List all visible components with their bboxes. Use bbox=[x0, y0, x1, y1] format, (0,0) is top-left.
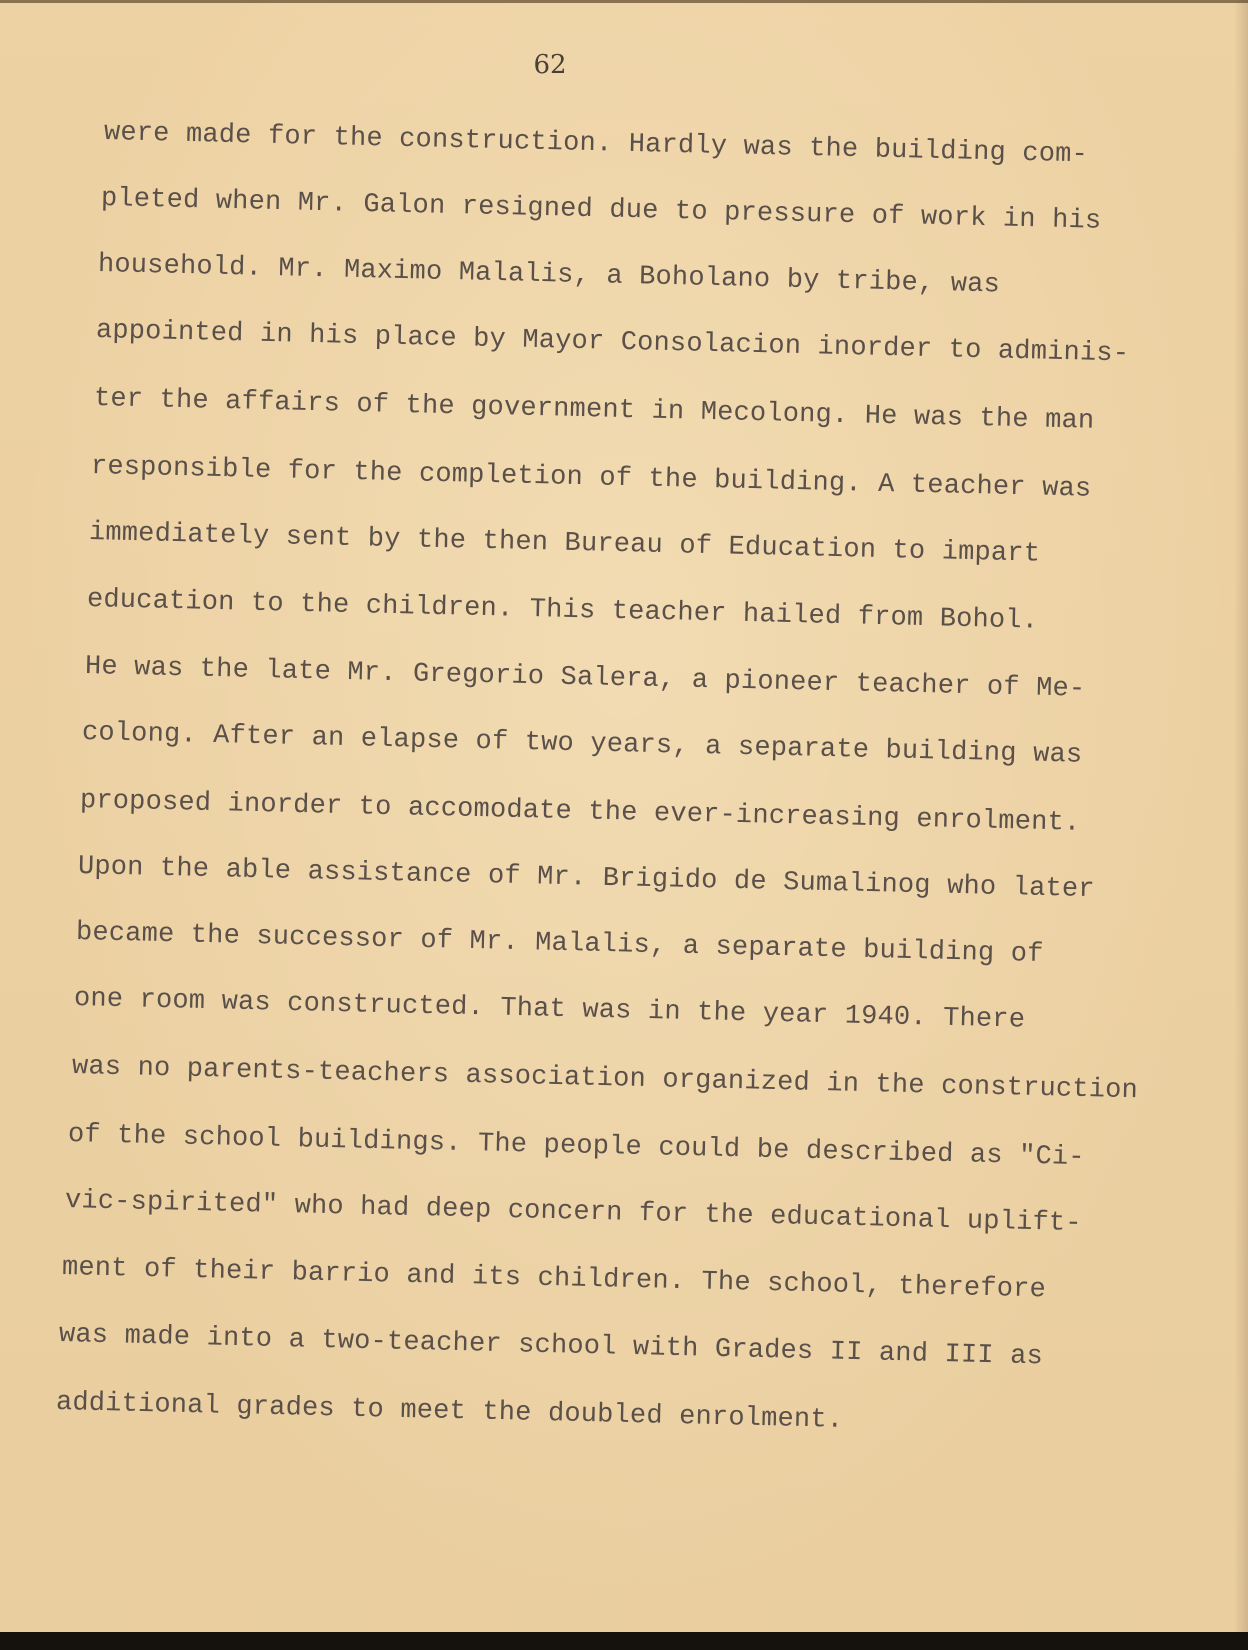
text-line: ment of their barrio and its children. The school, therefore bbox=[61, 1253, 1047, 1306]
page-number: 62 bbox=[533, 50, 567, 80]
text-line: was no parents-teachers association organized in the construction bbox=[71, 1052, 1139, 1107]
text-line: was made into a two-teacher school with Grades II and III as bbox=[58, 1320, 1044, 1373]
text-line: ter the affairs of the government in Mecolong. He was the man bbox=[93, 384, 1095, 437]
text-line: education to the children. This teacher hailed from Bohol. bbox=[86, 585, 1039, 637]
page-right-shadow bbox=[1234, 0, 1248, 1632]
text-line: responsible for the completion of the building. A teacher was bbox=[90, 452, 1092, 505]
page-top-edge bbox=[0, 0, 1248, 3]
text-line: Upon the able assistance of Mr. Brigido de Sumalinog who later bbox=[77, 852, 1096, 906]
text-line: immediately sent by the then Bureau of Education to impart bbox=[88, 518, 1041, 570]
text-line: one room was constructed. That was in the year 1940. There bbox=[73, 984, 1026, 1036]
text-line: of the school buildings. The people could be described as "Ci- bbox=[67, 1120, 1086, 1174]
text-line: became the successor of Mr. Malalis, a separate building of bbox=[75, 918, 1044, 970]
text-line: proposed inorder to accomodate the ever-increasing enrolment. bbox=[79, 786, 1081, 839]
text-line: appointed in his place by Mayor Consolacion inorder to adminis- bbox=[95, 316, 1130, 370]
text-line: additional grades to meet the doubled enrolment. bbox=[55, 1388, 844, 1436]
text-line: pleted when Mr. Galon resigned due to pressure of work in his bbox=[100, 184, 1102, 237]
text-line: were made for the construction. Hardly was the building com- bbox=[103, 118, 1089, 171]
text-line: He was the late Mr. Gregorio Salera, a pioneer teacher of Me- bbox=[84, 652, 1086, 705]
text-line: household. Mr. Maximo Malalis, a Boholano by tribe, was bbox=[97, 250, 1001, 301]
text-line: colong. After an elapse of two years, a separate building was bbox=[81, 718, 1083, 771]
scan-bottom-edge bbox=[0, 1632, 1248, 1650]
text-line: vic-spirited" who had deep concern for the educational uplift- bbox=[64, 1186, 1083, 1240]
